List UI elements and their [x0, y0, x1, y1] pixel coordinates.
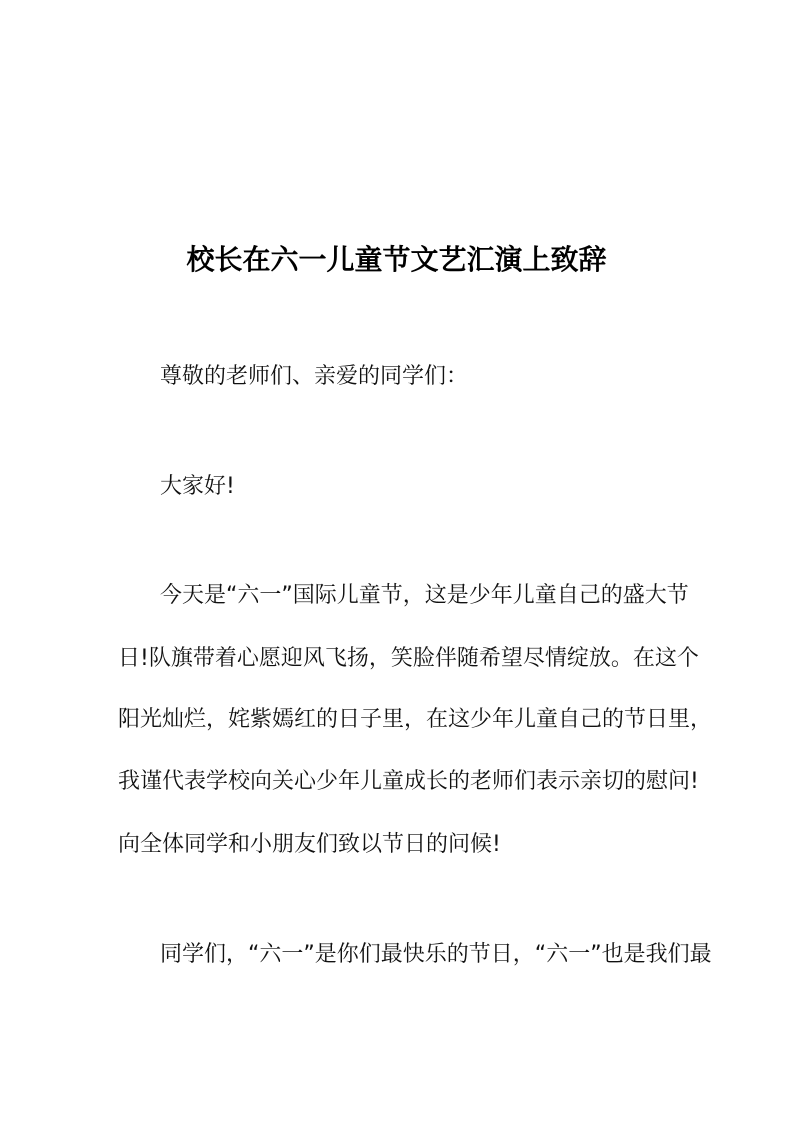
- salutation: 尊敬的老师们、亲爱的同学们：: [160, 364, 469, 389]
- document-title: 校长在六一儿童节文艺汇演上致辞: [186, 243, 607, 276]
- paragraph-line: 我谨代表学校向关心少年儿童成长的老师们表示亲切的慰问!: [118, 769, 699, 794]
- paragraph-line: 今天是“六一”国际儿童节，这是少年儿童自己的盛大节: [160, 583, 689, 608]
- paragraph-line: 日!队旗带着心愿迎风飞扬，笑脸伴随希望尽情绽放。在这个: [118, 646, 699, 671]
- greeting: 大家好!: [160, 474, 235, 499]
- paragraph-line: 阳光灿烂，姹紫嫣红的日子里，在这少年儿童自己的节日里，: [118, 707, 713, 732]
- paragraph-line: 向全体同学和小朋友们致以节日的问候!: [118, 832, 501, 857]
- paragraph-line: 同学们，“六一”是你们最快乐的节日，“六一”也是我们最: [160, 942, 712, 967]
